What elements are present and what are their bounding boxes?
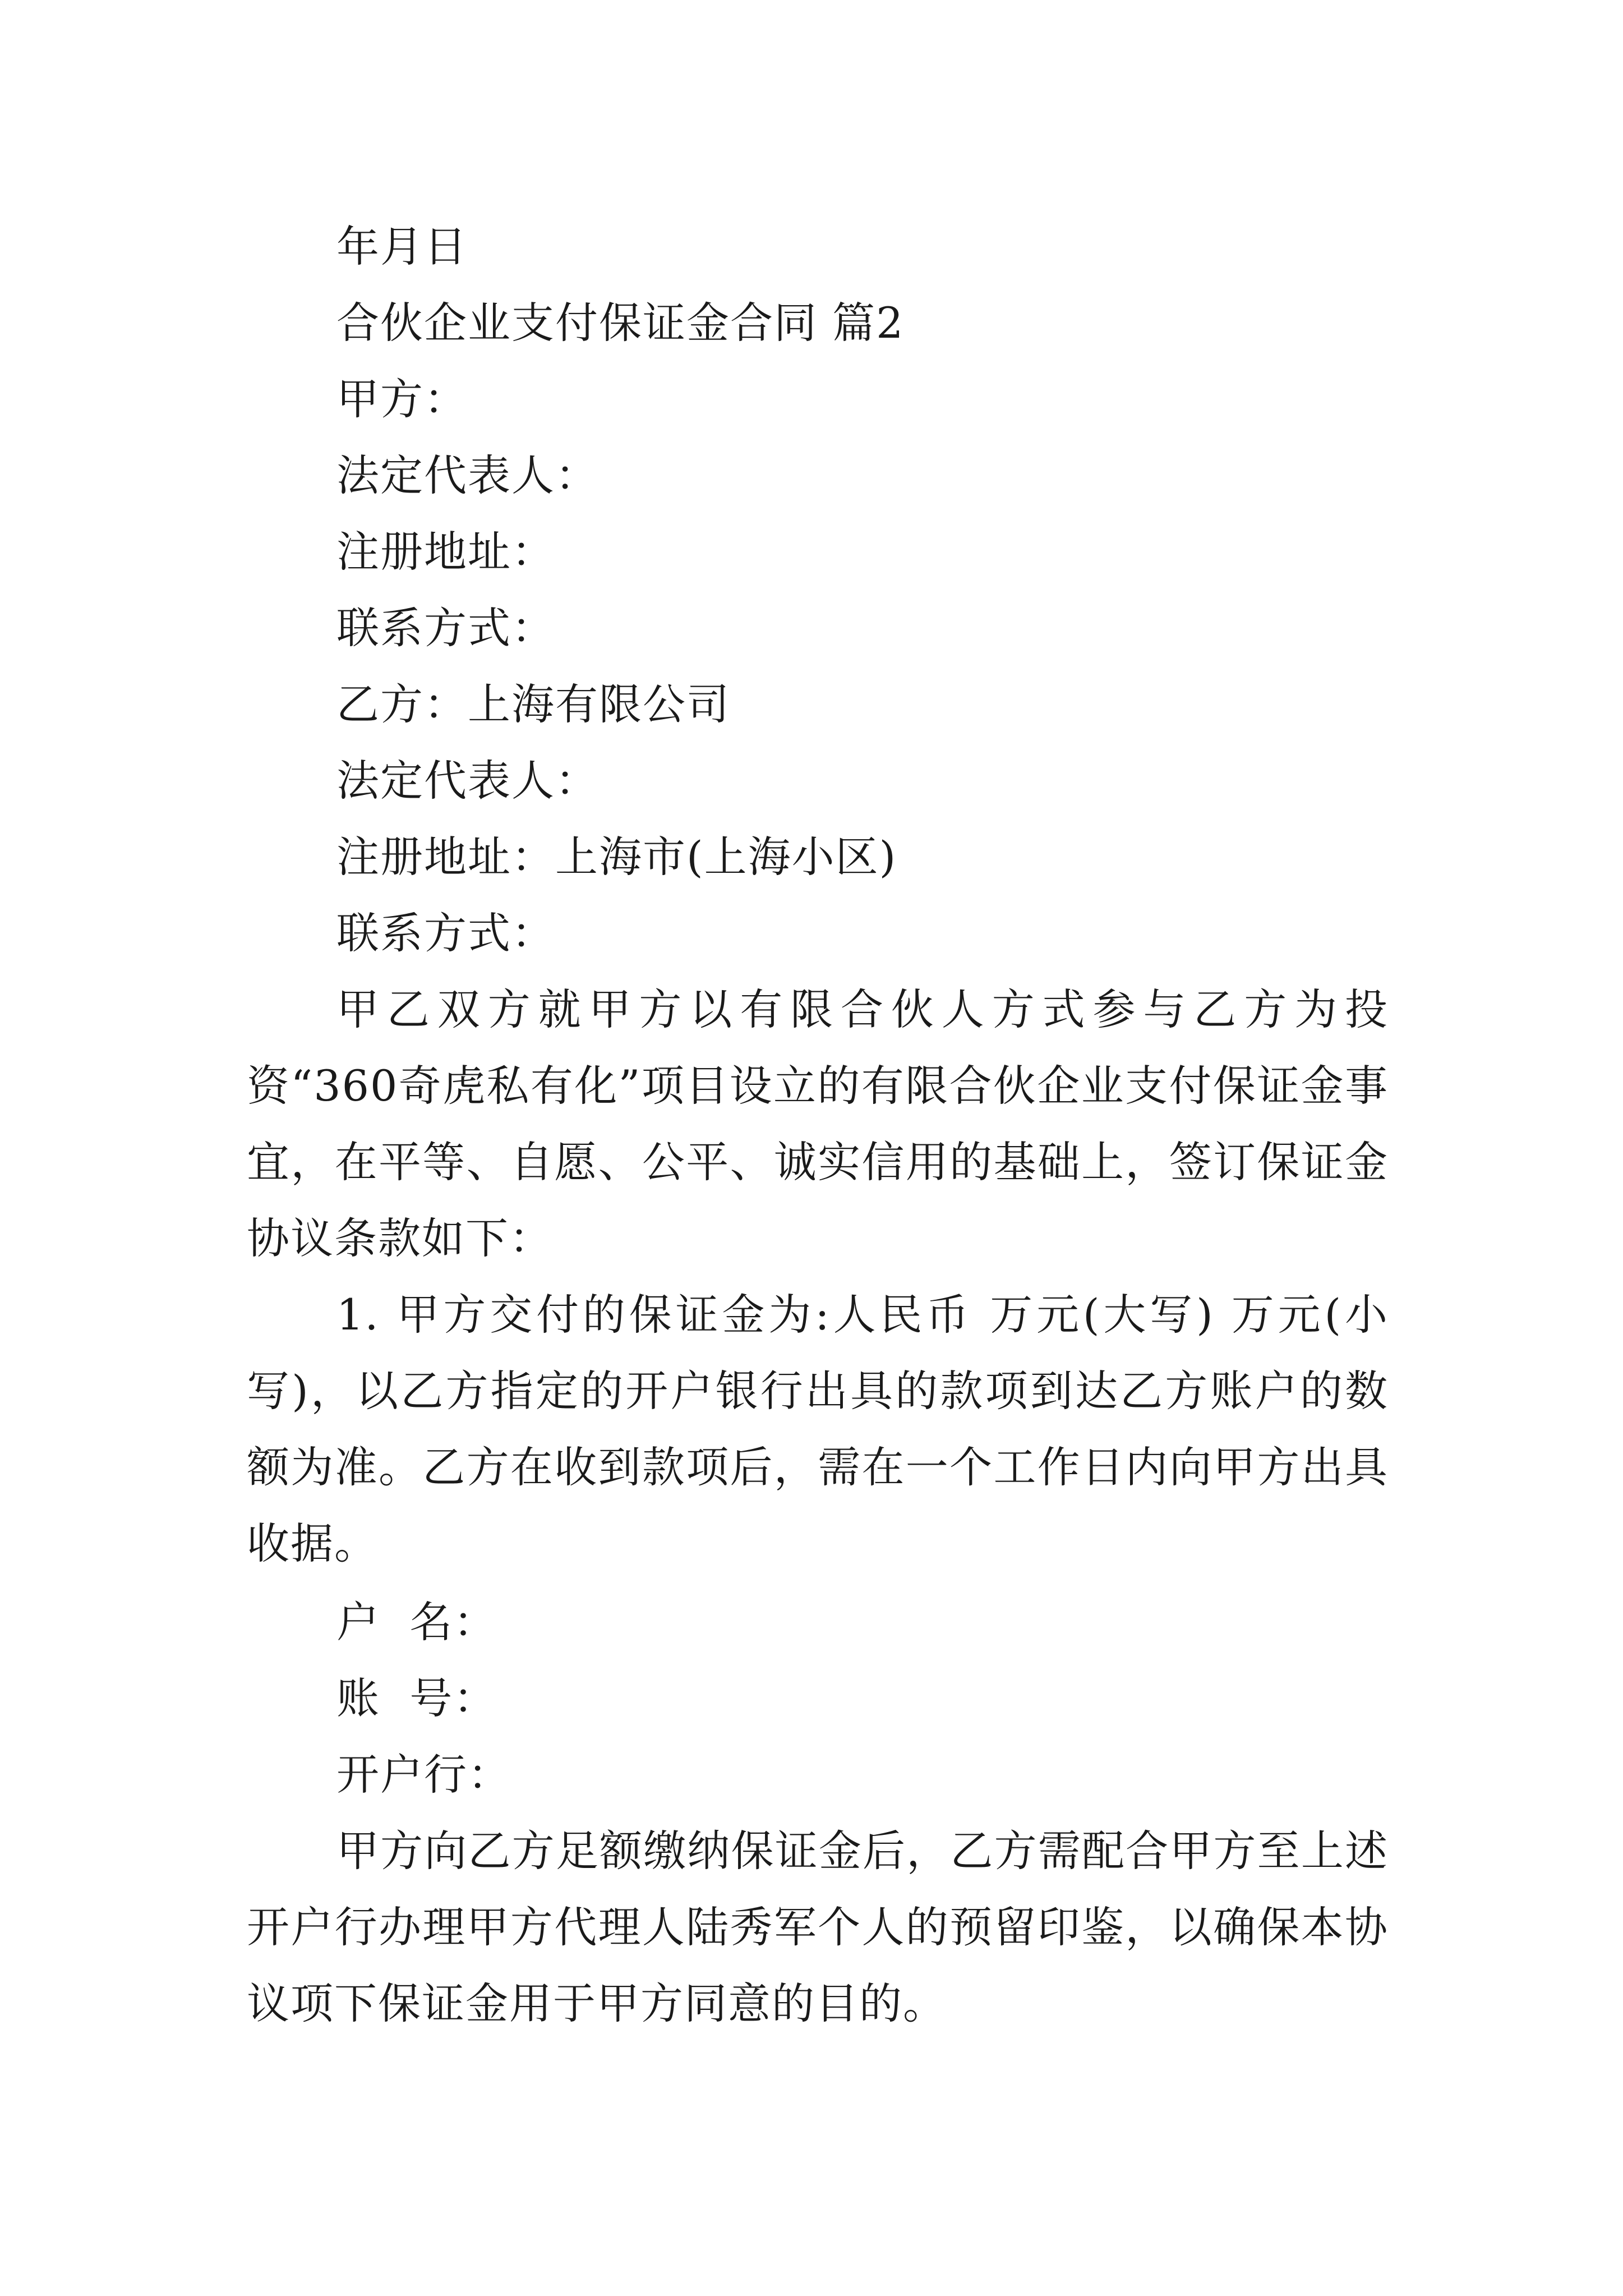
- seal-paragraph: 甲方向乙方足额缴纳保证金后，乙方需配合甲方至上述开户行办理甲方代理人陆秀军个人的预留印鉴，以确保本协议项下保证金用于甲方同意的目的。: [247, 1826, 1389, 2028]
- party-a-address: 注册地址：: [336, 527, 555, 577]
- account-name-line: 户 名：: [336, 1597, 497, 1647]
- opening-bank-line: 开户行：: [336, 1750, 511, 1800]
- document-body: [247, 209, 1389, 2042]
- party-a-contact: 联系方式：: [336, 603, 555, 653]
- account-number-line: 账 号：: [336, 1673, 497, 1723]
- contract-title: 合伙企业支付保证金合同 篇2: [336, 298, 905, 348]
- clause-1-paragraph: 1. 甲方交付的保证金为:人民币 万元(大写) 万元(小写)，以乙方指定的开户银行出具的款项到达乙方账户的数额为准。乙方在收到款项后，需在一个工作日内向甲方出具收据。: [247, 1290, 1389, 1568]
- party-b-address: 注册地址：上海市(上海小区): [336, 832, 897, 882]
- date-line: 年月日: [336, 222, 468, 272]
- intro-paragraph: 甲乙双方就甲方以有限合伙人方式参与乙方为投资“360奇虎私有化”项目设立的有限合伙企业支付保证金事宜，在平等、自愿、公平、诚实信用的基础上，签订保证金协议条款如下：: [247, 984, 1389, 1263]
- party-a-legal-rep: 法定代表人：: [336, 450, 599, 500]
- party-b-legal-rep: 法定代表人：: [336, 756, 599, 806]
- party-b-label: 乙方：上海有限公司: [336, 679, 730, 729]
- party-b-contact: 联系方式：: [336, 908, 555, 958]
- party-a-label: 甲方：: [336, 374, 468, 424]
